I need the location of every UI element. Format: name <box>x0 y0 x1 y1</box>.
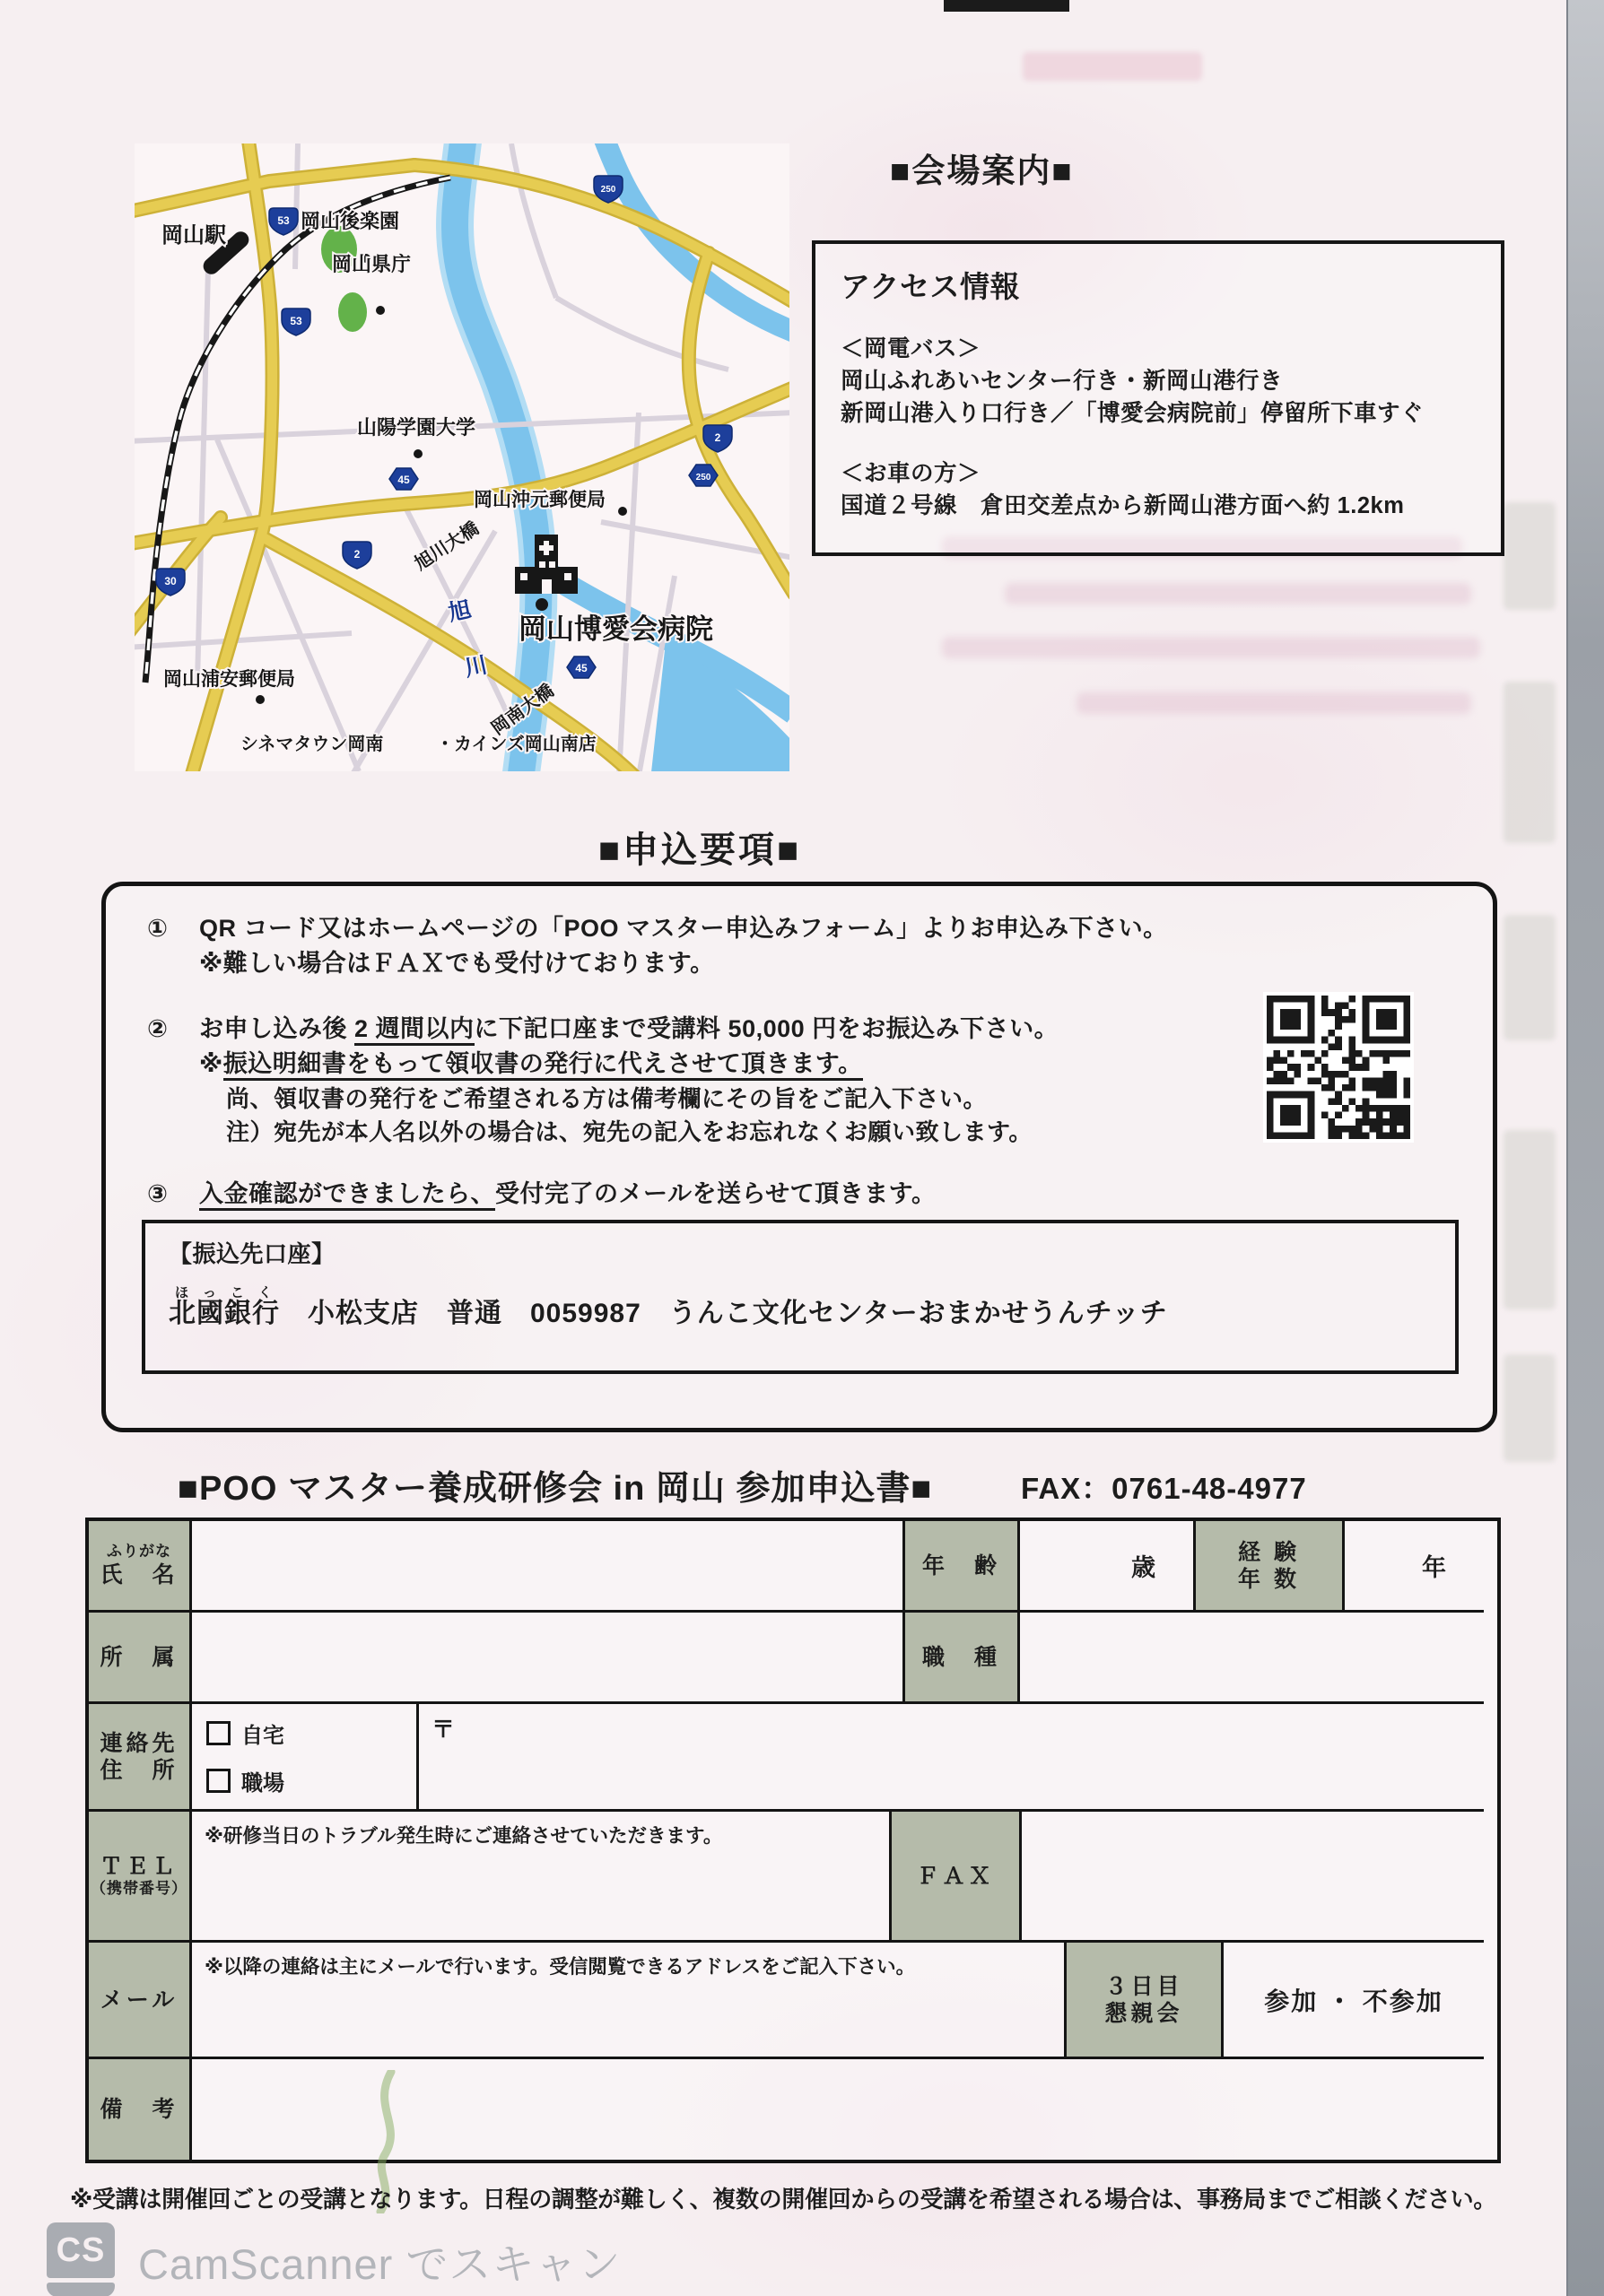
bank-box-title: 【振込先口座】 <box>169 1240 336 1267</box>
scan-edge-artifact <box>944 0 1069 12</box>
bus-line: 岡山ふれあいセンター行き・新岡山港行き <box>841 369 1283 395</box>
department-label: 所 属 <box>100 1644 179 1670</box>
application-guidelines-box <box>101 882 1497 1432</box>
home-checkbox[interactable] <box>206 1721 231 1745</box>
guideline-text-underlined: 入金確認ができましたら、 <box>199 1180 495 1211</box>
map-poi-dot <box>618 507 627 516</box>
guideline-text: に下記口座まで受講料 50,000 円をお振込み下さい。 <box>474 1015 1059 1043</box>
mail-note: ※以降の連絡は主にメールで行います。受信閲覧できるアドレスをご記入下さい。 <box>205 1956 916 1978</box>
table-row-tel <box>89 1812 1497 1943</box>
guideline-text: お申し込み後 <box>199 1015 355 1043</box>
svg-text:250: 250 <box>600 185 616 195</box>
remarks-label: 備 考 <box>100 2097 179 2122</box>
bank-account-details: 小松支店 普通 0059987 うんこ文化センターおまかせうんチッチ <box>280 1299 1168 1328</box>
svg-text:53: 53 <box>290 315 302 327</box>
experience-label-line1: 経 験 <box>1238 1539 1300 1565</box>
route-badge <box>567 657 596 678</box>
table-row-remarks <box>89 2059 1497 2160</box>
work-option[interactable] <box>206 1765 416 1796</box>
access-info-title: アクセス情報 <box>841 270 1021 303</box>
car-heading: ＜お車の方＞ <box>841 460 981 486</box>
bleedthrough-artifact <box>1023 52 1202 81</box>
furigana-label: ふりがな <box>107 1543 171 1561</box>
contact-label-line2: 住 所 <box>100 1757 179 1783</box>
map-label: 山陽学園大学 <box>357 416 476 439</box>
age-input-field[interactable] <box>1020 1521 1196 1613</box>
party-header <box>1067 1943 1224 2059</box>
map-poi-dot <box>256 695 265 704</box>
experience-header <box>1196 1521 1345 1613</box>
venue-section-title: ■会場案内■ <box>890 152 1074 189</box>
postal-mark: 〒 <box>432 1716 456 1743</box>
mail-label: メール <box>100 1987 179 2013</box>
guideline-item-1 <box>140 911 1459 946</box>
table-row-department <box>89 1613 1497 1704</box>
remarks-header <box>89 2059 192 2160</box>
party-label-line2: 懇親会 <box>1104 2000 1183 2026</box>
map-label: 旭川大橋 <box>411 518 483 575</box>
guideline-item-2-note <box>140 1047 1459 1082</box>
bank-name-furigana: ほっこく <box>169 1285 280 1300</box>
svg-text:45: 45 <box>575 662 588 674</box>
bank-account-line <box>169 1285 1432 1330</box>
map-label: 岡山博愛会病院 <box>519 613 713 645</box>
svg-text:2: 2 <box>714 431 721 444</box>
map-label: 岡山駅 <box>161 223 226 248</box>
fax-label: ＦＡＸ <box>916 1863 995 1889</box>
guideline-item-3 <box>140 1177 1459 1212</box>
bleedthrough-artifact <box>1077 692 1471 714</box>
map-label: 岡山後楽園 <box>301 210 400 232</box>
party-label-line1: ３日目 <box>1104 1973 1183 1999</box>
experience-label-line2: 年 数 <box>1238 1566 1300 1592</box>
form-fax-number: FAX：0761-48-4977 <box>1021 1472 1307 1505</box>
job-label: 職 種 <box>921 1644 1000 1670</box>
name-input-field[interactable] <box>192 1521 905 1613</box>
party-choice-cell[interactable] <box>1224 1943 1484 2059</box>
item-number: ① <box>147 915 169 942</box>
guideline-text: QR コード又はホームページの「POO マスター申込みフォーム」よりお申込み下さい。 <box>199 915 1168 942</box>
job-header <box>905 1613 1020 1704</box>
name-label: 氏 名 <box>100 1561 179 1587</box>
map-poi-dot <box>376 306 385 315</box>
bank-name: 北國銀行 <box>169 1299 280 1328</box>
application-section-title: ■申込要項■ <box>597 831 802 870</box>
svg-text:2: 2 <box>353 548 361 561</box>
bleedthrough-artifact <box>1005 583 1471 604</box>
bleedthrough-artifact <box>1504 682 1556 843</box>
age-header <box>905 1521 1020 1613</box>
guideline-item-2 <box>140 1012 1459 1047</box>
venue-map <box>135 144 789 771</box>
camscanner-icon <box>47 2222 115 2296</box>
bus-heading: ＜岡電バス＞ <box>841 336 981 361</box>
mail-input-field[interactable] <box>192 1943 1067 2059</box>
tel-note: ※研修当日のトラブル発生時にご連絡させていただきます。 <box>205 1825 723 1847</box>
guideline-text: 受付完了のメールを送らせて頂きます。 <box>495 1179 937 1207</box>
department-header <box>89 1613 192 1704</box>
bleedthrough-artifact <box>942 637 1480 658</box>
item-number: ③ <box>147 1179 169 1207</box>
experience-unit-label: 年 <box>1422 1554 1446 1581</box>
home-label: 自宅 <box>241 1723 284 1748</box>
tel-label: ＴＥＬ <box>100 1854 179 1880</box>
work-checkbox[interactable] <box>206 1769 231 1793</box>
map-label: 旭 <box>446 596 474 626</box>
map-label: シネマタウン岡南 <box>240 735 384 754</box>
access-info-box <box>812 240 1504 556</box>
age-label: 年 齢 <box>921 1552 1000 1578</box>
bleedthrough-artifact <box>1504 502 1556 610</box>
guideline-item-1-note: ※難しい場合はＦＡＸでも受付けております。 <box>199 950 715 978</box>
bus-line: 新岡山港入り口行き／「博愛会病院前」停留所下車すぐ <box>841 401 1425 427</box>
camscanner-watermark <box>47 2222 621 2296</box>
map-label: 岡南大橋 <box>488 681 558 740</box>
guideline-item-2-note3: 注）宛先が本人名以外の場合は、宛先の記入をお忘れなくお願い致します。 <box>226 1118 1033 1146</box>
map-label: 岡山浦安郵便局 <box>163 669 295 690</box>
department-input-field[interactable] <box>192 1613 905 1704</box>
svg-text:30: 30 <box>164 575 177 587</box>
work-label: 職場 <box>241 1770 284 1796</box>
svg-text:250: 250 <box>695 473 711 483</box>
contact-label-line1: 連絡先 <box>100 1730 179 1756</box>
table-row-mail <box>89 1943 1497 2059</box>
fax-input-field[interactable] <box>1022 1812 1484 1943</box>
table-row-address <box>89 1704 1497 1812</box>
scan-right-edge-strip <box>1566 0 1604 2296</box>
home-option[interactable] <box>206 1718 416 1749</box>
camscanner-icon-text: CS <box>47 2222 115 2278</box>
route-badge <box>689 465 718 486</box>
guideline-item-2-note2: 尚、領収書の発行をご希望される方は備考欄にその旨をご記入下さい。 <box>226 1084 988 1112</box>
name-header <box>89 1521 192 1613</box>
svg-text:45: 45 <box>397 474 410 486</box>
application-form-table <box>85 1518 1501 2163</box>
form-title: ■POO マスター養成研修会 in 岡山 参加申込書■ <box>178 1470 933 1508</box>
address-input-field[interactable] <box>419 1704 1484 1812</box>
party-choice-label: 参加 ・ 不参加 <box>1264 1987 1443 2015</box>
tel-sub-label: （携帯番号） <box>91 1880 187 1898</box>
tel-header <box>89 1812 192 1943</box>
footer-note: ※受講は開催回ごとの受講となります。日程の調整が難しく、複数の開催回からの受講を希望される場合は、事務局までご相談ください。 <box>70 2186 1497 2213</box>
map-label: 岡山沖元郵便局 <box>474 490 606 510</box>
qr-code <box>1263 992 1414 1143</box>
svg-text:53: 53 <box>277 214 290 227</box>
item-number: ② <box>147 1015 169 1043</box>
mail-header <box>89 1943 192 2059</box>
fax-header <box>892 1812 1022 1943</box>
tel-input-field[interactable] <box>192 1812 892 1943</box>
camscanner-label: CamScanner でスキャン <box>138 2239 622 2288</box>
note-mark: ※ <box>199 1050 223 1078</box>
bleedthrough-artifact <box>1504 1130 1556 1309</box>
car-line: 国道２号線 倉田交差点から新岡山港方面へ約 1.2km <box>841 492 1405 518</box>
guideline-text-underlined: 2 週間以内 <box>354 1015 475 1046</box>
guideline-text-underlined: 振込明細書をもって領収書の発行に代えさせて頂きます。 <box>223 1050 863 1081</box>
bleedthrough-artifact <box>1504 1354 1556 1462</box>
bleedthrough-artifact <box>1504 915 1556 1040</box>
map-label: ・カインズ岡山南店 <box>436 735 597 754</box>
experience-input-field[interactable] <box>1345 1521 1484 1613</box>
address-type-cell <box>192 1704 419 1812</box>
map-label: 岡山県庁 <box>332 253 412 275</box>
map-poi-dot <box>414 449 423 458</box>
route-badge <box>389 468 418 490</box>
age-unit-label: 歳 <box>1131 1554 1155 1581</box>
bank-account-box <box>142 1220 1459 1374</box>
job-input-field[interactable] <box>1020 1613 1484 1704</box>
table-row-name <box>89 1521 1497 1613</box>
map-label: 川 <box>462 652 490 682</box>
contact-address-header <box>89 1704 192 1812</box>
